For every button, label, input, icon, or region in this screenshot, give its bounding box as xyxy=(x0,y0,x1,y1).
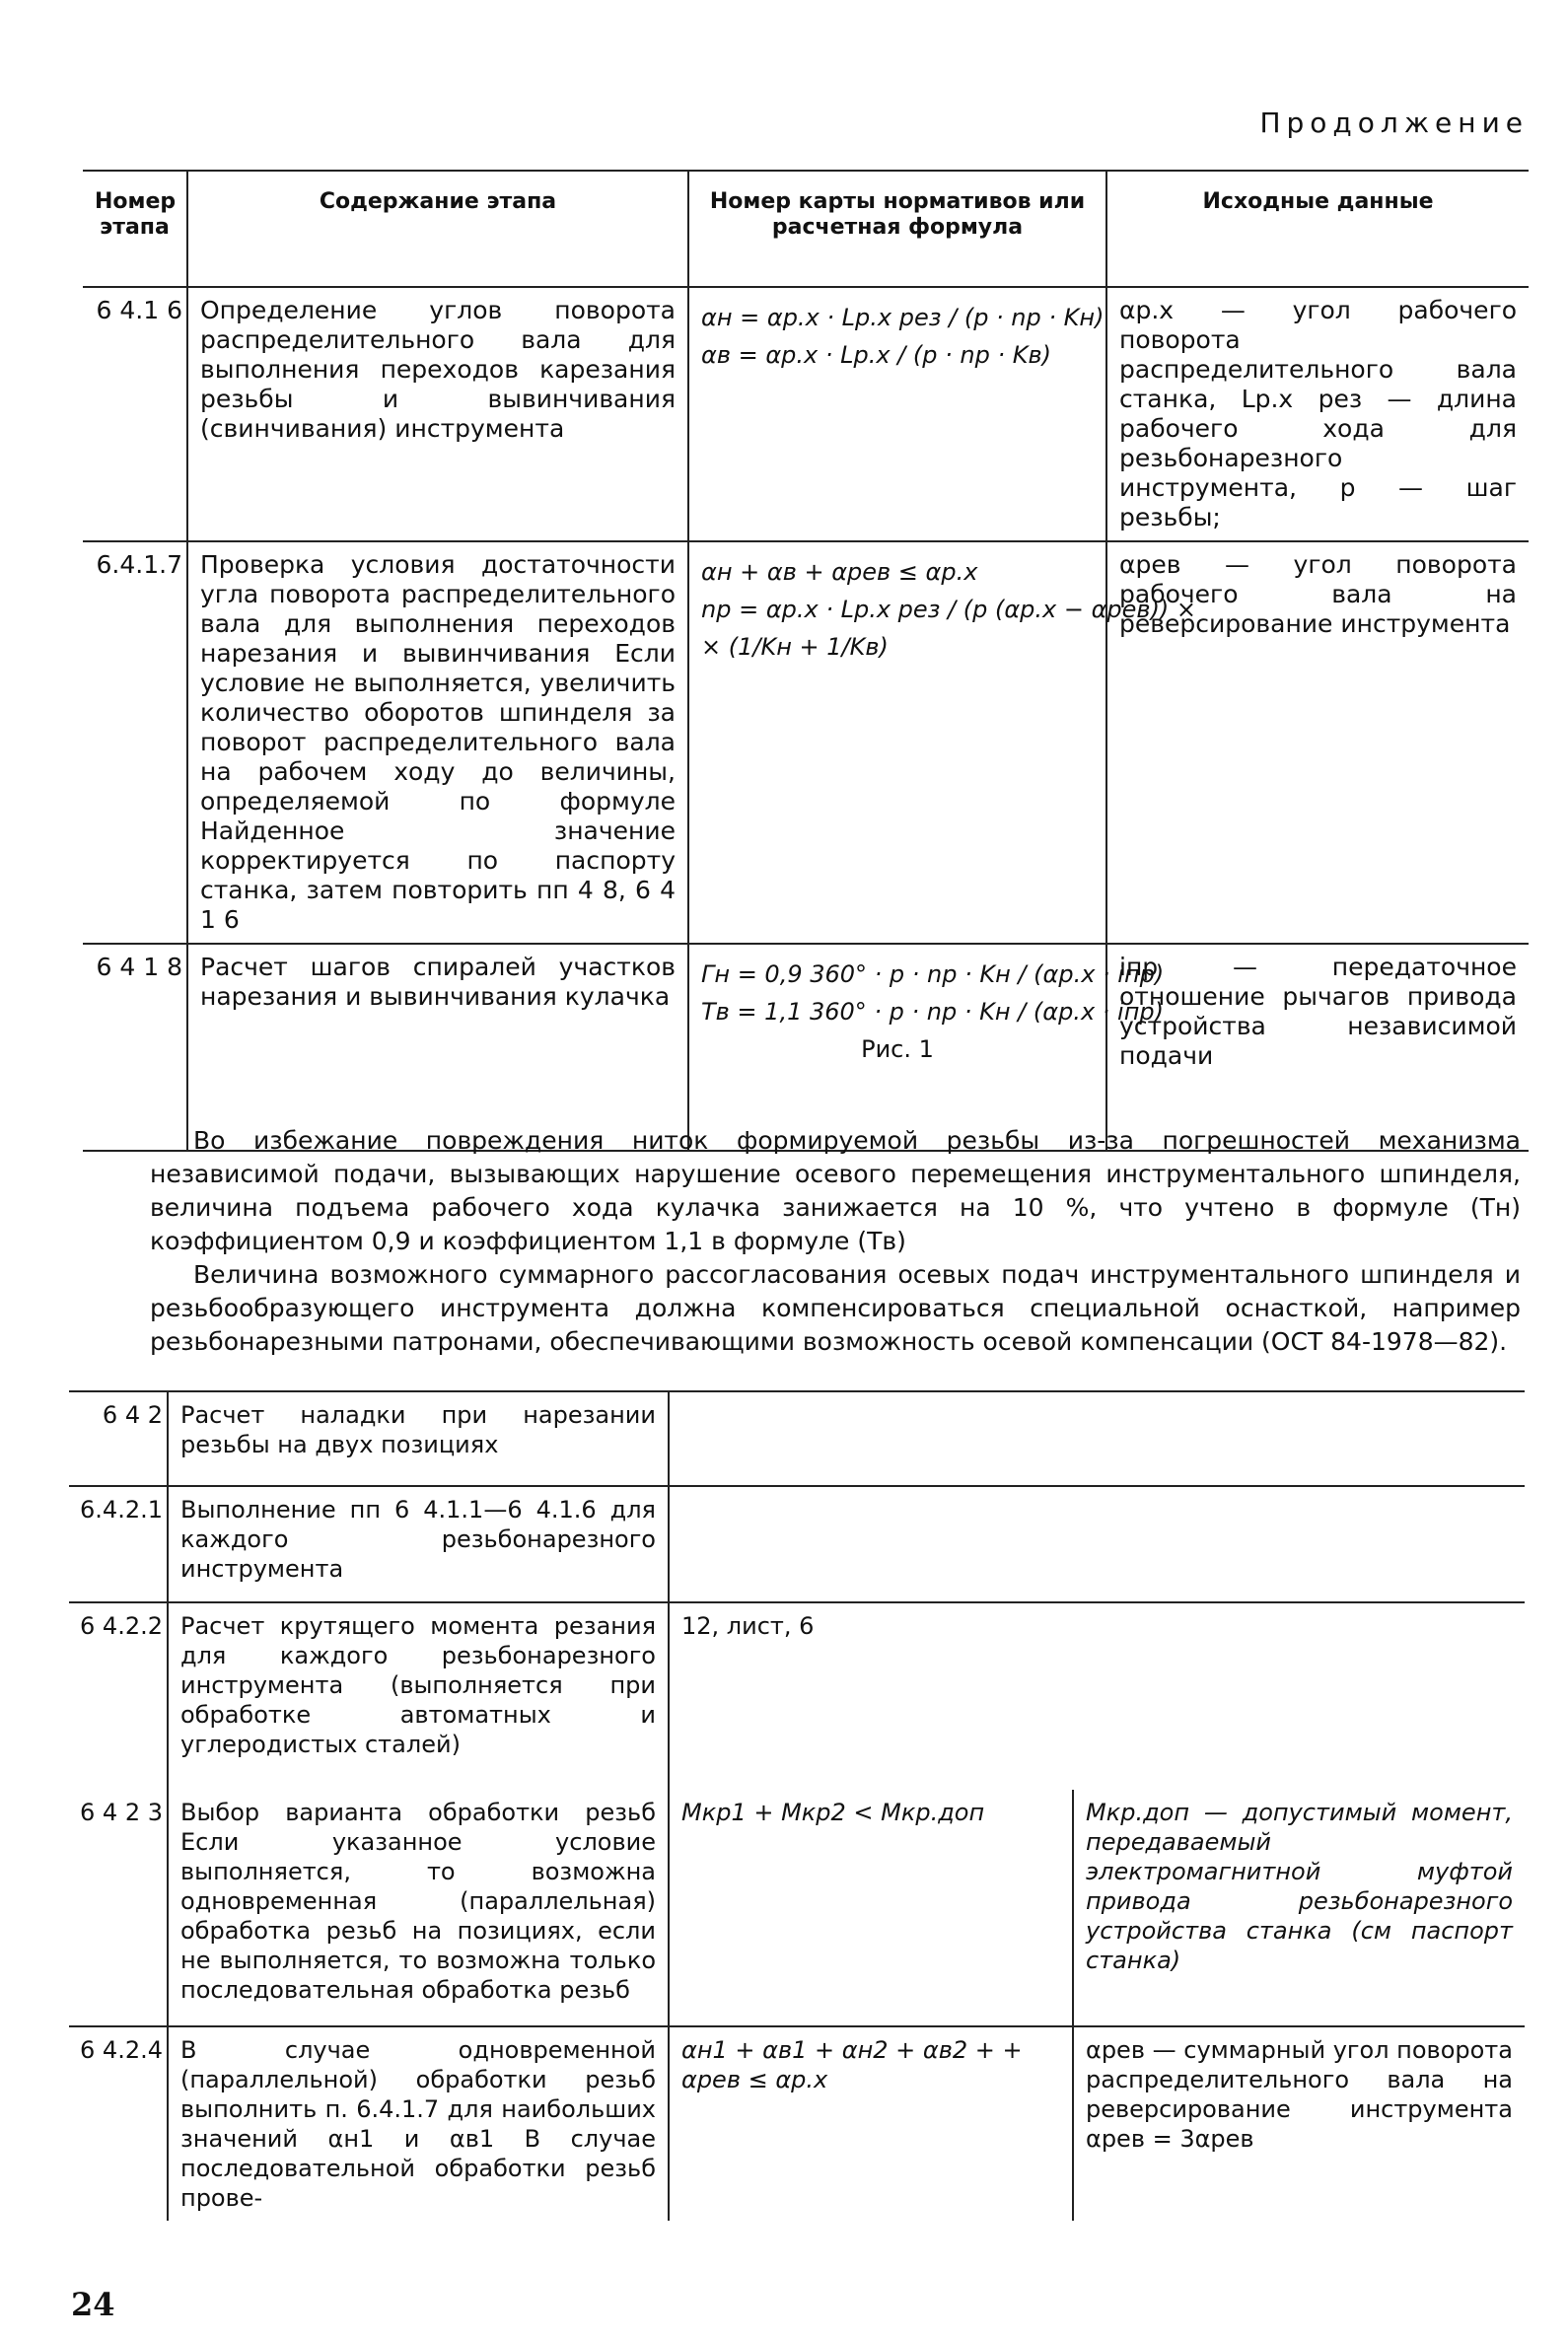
stage-number: 6.4.1.7 xyxy=(83,541,187,944)
stage-content: Расчет шагов спиралей участков нарезания и вывинчивания кулачка xyxy=(187,944,688,1151)
formula-line: αн + αв + αрев ≤ αр.х xyxy=(701,558,978,586)
table-row xyxy=(69,1602,1525,1790)
stages-table-top xyxy=(83,170,1529,1152)
table-row xyxy=(83,944,1529,1151)
stage-input xyxy=(1073,1602,1525,1790)
col-header-formula: Номер карты нормативов или расчетная формула xyxy=(688,171,1106,287)
stage-content: Расчет наладки при нарезании резьбы на двух позициях xyxy=(168,1391,669,1486)
stage-input: αр.х — угол рабочего поворота распределительного вала станка, Lр.х рез — длина рабочего хода для резьбонарезного инструмента, р — шаг резьбы; xyxy=(1106,287,1529,541)
formula-line: αн = αр.х · Lр.х рез / (p · nр · Kн) xyxy=(701,304,1105,331)
formula-line: nр = αр.х · Lр.х рез / (p (αр.х − αрев)) × xyxy=(701,596,1197,623)
stage-input: αрев — суммарный угол поворота распределительного вала на реверсирование инструмента αрев = 3αрев xyxy=(1073,2026,1525,2221)
stage-formula: αн1 + αв1 + αн2 + αв2 + + αрев ≤ αр.х xyxy=(669,2026,1073,2221)
formula-line: αв = αр.х · Lр.х / (p · nр · Kв) xyxy=(701,341,1051,369)
stage-formula xyxy=(688,541,1197,944)
stage-input: Mкр.доп — допустимый момент, передаваемый электромагнитной муфтой привода резьбонарезного устройства станка (см паспорт станка) xyxy=(1073,1790,1525,2026)
stage-input: αрев — угол поворота рабочего вала на реверсирование инструмента xyxy=(1106,541,1529,944)
col-header-number: Номер этапа xyxy=(83,171,187,287)
stage-input xyxy=(1073,1486,1525,1602)
stage-number: 6.4.2.1 xyxy=(69,1486,168,1602)
col-header-content: Содержание этапа xyxy=(187,171,688,287)
stage-input xyxy=(1073,1391,1525,1486)
stage-number: 6 4 2 xyxy=(69,1391,168,1486)
stage-content: Расчет крутящего момента резания для каждого резьбонарезного инструмента (выполняется при обработке автоматных и углеродистых сталей) xyxy=(168,1602,669,1790)
stage-content: Проверка условия достаточности угла поворота распределительного вала для выполнения переходов нарезания и вывинчивания Если условие не выполняется, увеличить количество оборотов шпинделя за поворот распределительного вала на рабочем ходу до величины, определяемой по формуле Найденное значение корректируется по паспорту станка, затем повторить пп 4 8, 6 4 1 6 xyxy=(187,541,688,944)
figure-caption: Рис. 1 xyxy=(861,1035,934,1063)
stage-number: 6 4.1 6 xyxy=(83,287,187,541)
table-row xyxy=(83,287,1529,541)
stage-number: 6 4.2.4 xyxy=(80,2036,163,2064)
stage-formula: Mкр1 + Mкр2 < Mкр.доп xyxy=(669,1790,1073,2026)
table-row xyxy=(69,1790,1525,2026)
stage-formula xyxy=(669,1486,1073,1602)
table-row xyxy=(69,1391,1525,1486)
formula-line: Гн = 0,9 360° · p · nр · Kн / (αр.х · iпр) xyxy=(701,960,1165,988)
continuation-label: Продолжение xyxy=(1259,106,1529,139)
stages-table-bottom xyxy=(69,1390,1525,2221)
stage-content: Выполнение пп 6 4.1.1—6 4.1.6 для каждого резьбонарезного инструмента xyxy=(168,1486,669,1602)
table-row xyxy=(69,1486,1525,1602)
body-text xyxy=(150,1124,1521,1359)
stage-content: Выбор варианта обработки резьб Если указанное условие выполняется, то возможна одновременная (параллельная) обработка резьб на позициях, если не выполняется, то возможна только последовательная обработка резьб xyxy=(168,1790,669,2026)
formula-line: Тв = 1,1 360° · p · nр · Kн / (αр.х · iпр) xyxy=(701,998,1164,1026)
stage-formula xyxy=(669,1391,1073,1486)
stage-formula: 12, лист, 6 xyxy=(669,1602,1073,1790)
stage-content: Определение углов поворота распределительного вала для выполнения переходов карезания резьбы и вывинчивания (свинчивания) инструмента xyxy=(187,287,688,541)
stage-number: 6 4 1 8 xyxy=(83,944,187,1151)
stage-input: iпр — передаточное отношение рычагов привода устройства независимой подачи xyxy=(1106,944,1529,1151)
stage-number: 6 4.2.2 xyxy=(80,1612,163,1640)
paragraph: Во избежание повреждения ниток формируемой резьбы из-за погрешностей механизма независимой подачи, вызывающих нарушение осевого перемещения инструментального шпинделя, величина подъема рабочего хода кулачка занижается на 10 %, что учтено в формуле (Тн) коэффициентом 0,9 и коэффициентом 1,1 в формуле (Тв) xyxy=(150,1126,1521,1255)
paragraph: Величина возможного суммарного рассогласования осевых подач инструментального шпинделя и резьбообразующего инструмента должна компенсироваться специальной оснасткой, например резьбонарезными патронами, обеспечивающими возможность осевой компенсации (ОСТ 84-1978—82). xyxy=(150,1260,1521,1356)
col-header-input: Исходные данные xyxy=(1106,171,1529,287)
page-number: 24 xyxy=(71,2286,115,2323)
stage-content: В случае одновременной (параллельной) обработки резьб выполнить п. 6.4.1.7 для наибольших значений αн1 и αв1 В случае последовательной обработки резьб прове- xyxy=(168,2026,669,2221)
table-header-row xyxy=(83,171,1529,287)
stage-formula xyxy=(688,287,1106,541)
stage-formula xyxy=(688,944,1165,1151)
formula-line: × (1/Kн + 1/Kв) xyxy=(701,633,889,661)
stage-number: 6 4 2 3 xyxy=(69,1790,168,2026)
table-row xyxy=(83,541,1529,944)
table-row xyxy=(69,2026,1525,2221)
